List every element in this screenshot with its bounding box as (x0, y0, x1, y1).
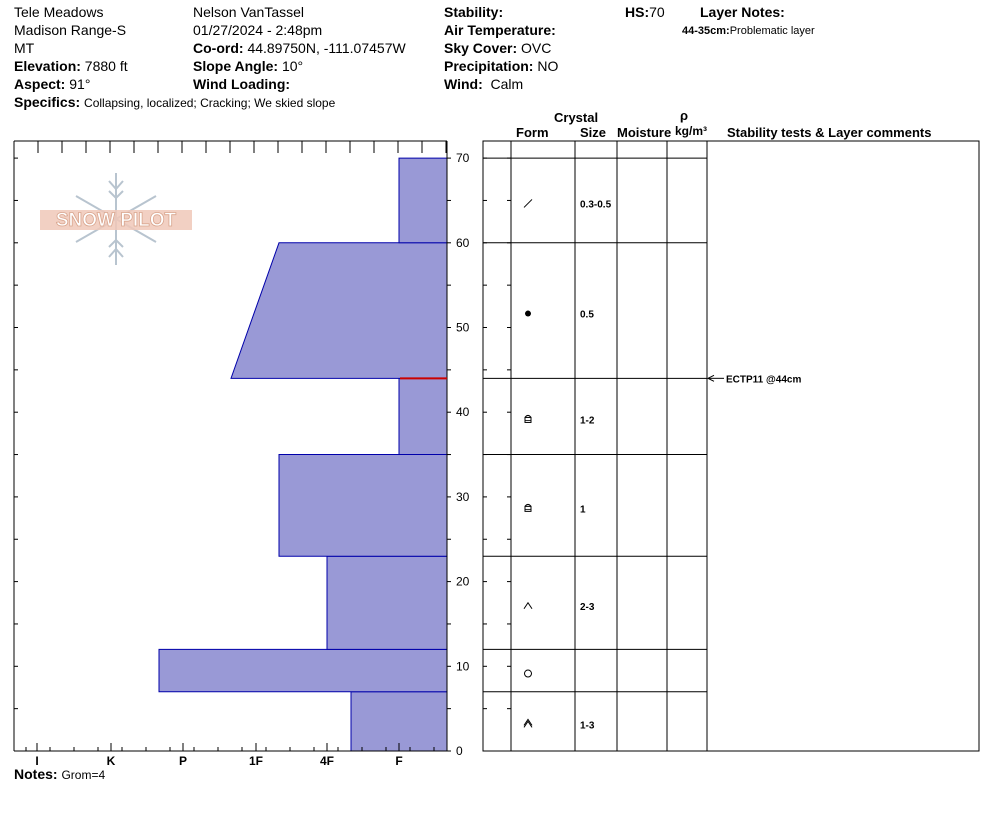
hardness-layers (159, 158, 447, 751)
hardness-label: F (395, 754, 403, 768)
notes-value: Grom=4 (61, 768, 106, 782)
logo-text: SNOW PILOT (55, 210, 177, 231)
glyph-chevron (524, 719, 532, 725)
hardness-label: 1F (248, 754, 264, 768)
snowpilot-logo (40, 173, 192, 265)
hardness-layer (159, 649, 447, 691)
observer: Nelson VanTassel (193, 4, 305, 20)
crystal-header: Crystal (554, 110, 599, 125)
stability-label: Stability: (444, 4, 504, 20)
glyph-ring (525, 670, 532, 677)
glyph-chevron (524, 603, 532, 609)
precip-particle-icon (524, 199, 532, 207)
glyph-box (525, 506, 531, 511)
stability-comments-header: Stability tests & Layer comments (727, 125, 932, 140)
size-header: Size (580, 125, 607, 140)
layer-note-text: Problematic layer (729, 25, 815, 37)
elevation-label: Elevation: (14, 58, 81, 74)
depth-tick-label: 10 (456, 659, 470, 674)
hardness-layer (351, 692, 447, 751)
hardness-layer (279, 455, 447, 557)
aspect-label: Aspect: (14, 76, 66, 92)
coord-value: 44.89750N, -111.07457W (247, 40, 406, 56)
hardness-layer (231, 243, 447, 379)
range: Madison Range-S (14, 22, 127, 38)
specifics-value: Collapsing, localized; Cracking; We skied slope (84, 96, 336, 110)
depth-tick-label: 30 (456, 489, 470, 504)
coord-label: Co-ord: (193, 40, 244, 56)
glyph-box (525, 417, 531, 422)
density-unit-header: kg/m³ (675, 124, 708, 138)
hardness-label: I (35, 754, 39, 768)
wind-value: Calm (490, 76, 524, 92)
hs-value: 70 (649, 4, 665, 20)
notes (14, 766, 105, 783)
elevation-value: 7880 ft (84, 58, 128, 74)
facet-icon (525, 415, 531, 422)
hardness-label: 4F (319, 754, 335, 768)
crystal-size: 0.5 (580, 309, 594, 321)
crystal-size: 1 (580, 504, 586, 516)
stability-tests (400, 374, 801, 385)
wind-loading-label: Wind Loading: (193, 76, 291, 92)
moisture-header: Moisture (617, 125, 672, 140)
slope-label: Slope Angle: (193, 58, 279, 74)
specifics-label: Specifics: (14, 94, 81, 110)
slope-value: 10° (281, 58, 304, 74)
layer-notes-label: Layer Notes: (700, 4, 785, 20)
layer-note-range: 44-35cm: (682, 25, 730, 37)
location: Tele Meadows (14, 4, 104, 20)
crystal-size: 1-2 (580, 415, 595, 427)
graupel-icon (525, 311, 531, 317)
crystal-table (483, 141, 979, 751)
hardness-label: K (106, 754, 116, 768)
air-temp-label: Air Temperature: (444, 22, 556, 38)
aspect-value: 91° (69, 76, 91, 92)
precip-label: Precipitation: (444, 58, 534, 74)
table-frame (483, 141, 979, 751)
test-label: ECTP11 @44cm (726, 374, 802, 386)
hardness-layer (399, 378, 447, 454)
depth-hoar-icon (524, 603, 532, 609)
hardness-layer (399, 158, 447, 243)
glyph-stroke (524, 199, 532, 207)
hardness-layer (327, 556, 447, 649)
sky-value: OVC (521, 40, 552, 56)
notes-label: Notes: (14, 766, 58, 782)
depth-tick-label: 70 (456, 151, 470, 166)
state: MT (14, 40, 35, 56)
hs-label: HS: (625, 4, 650, 20)
wind-label: Wind: (444, 76, 483, 92)
crystal-size: 0.3-0.5 (580, 199, 612, 211)
depth-tick-label: 0 (456, 744, 463, 758)
crystal-size: 1-3 (580, 720, 595, 732)
rho-header: ρ (680, 108, 689, 123)
sky-label: Sky Cover: (444, 40, 518, 56)
depth-tick-label: 40 (456, 405, 470, 420)
datetime: 01/27/2024 - 2:48pm (193, 22, 323, 38)
crystal-size: 2-3 (580, 601, 595, 613)
depth-hoar-icon (524, 719, 532, 725)
depth-tick-label: 60 (456, 235, 470, 250)
glyph-dot (525, 311, 531, 317)
precip-value: NO (537, 58, 559, 74)
depth-tick-label: 50 (456, 320, 470, 335)
depth-tick-label: 20 (456, 574, 470, 589)
facet-icon (525, 504, 531, 511)
melt-form-icon (525, 670, 532, 677)
hardness-label: P (178, 754, 188, 768)
form-header: Form (516, 125, 549, 140)
